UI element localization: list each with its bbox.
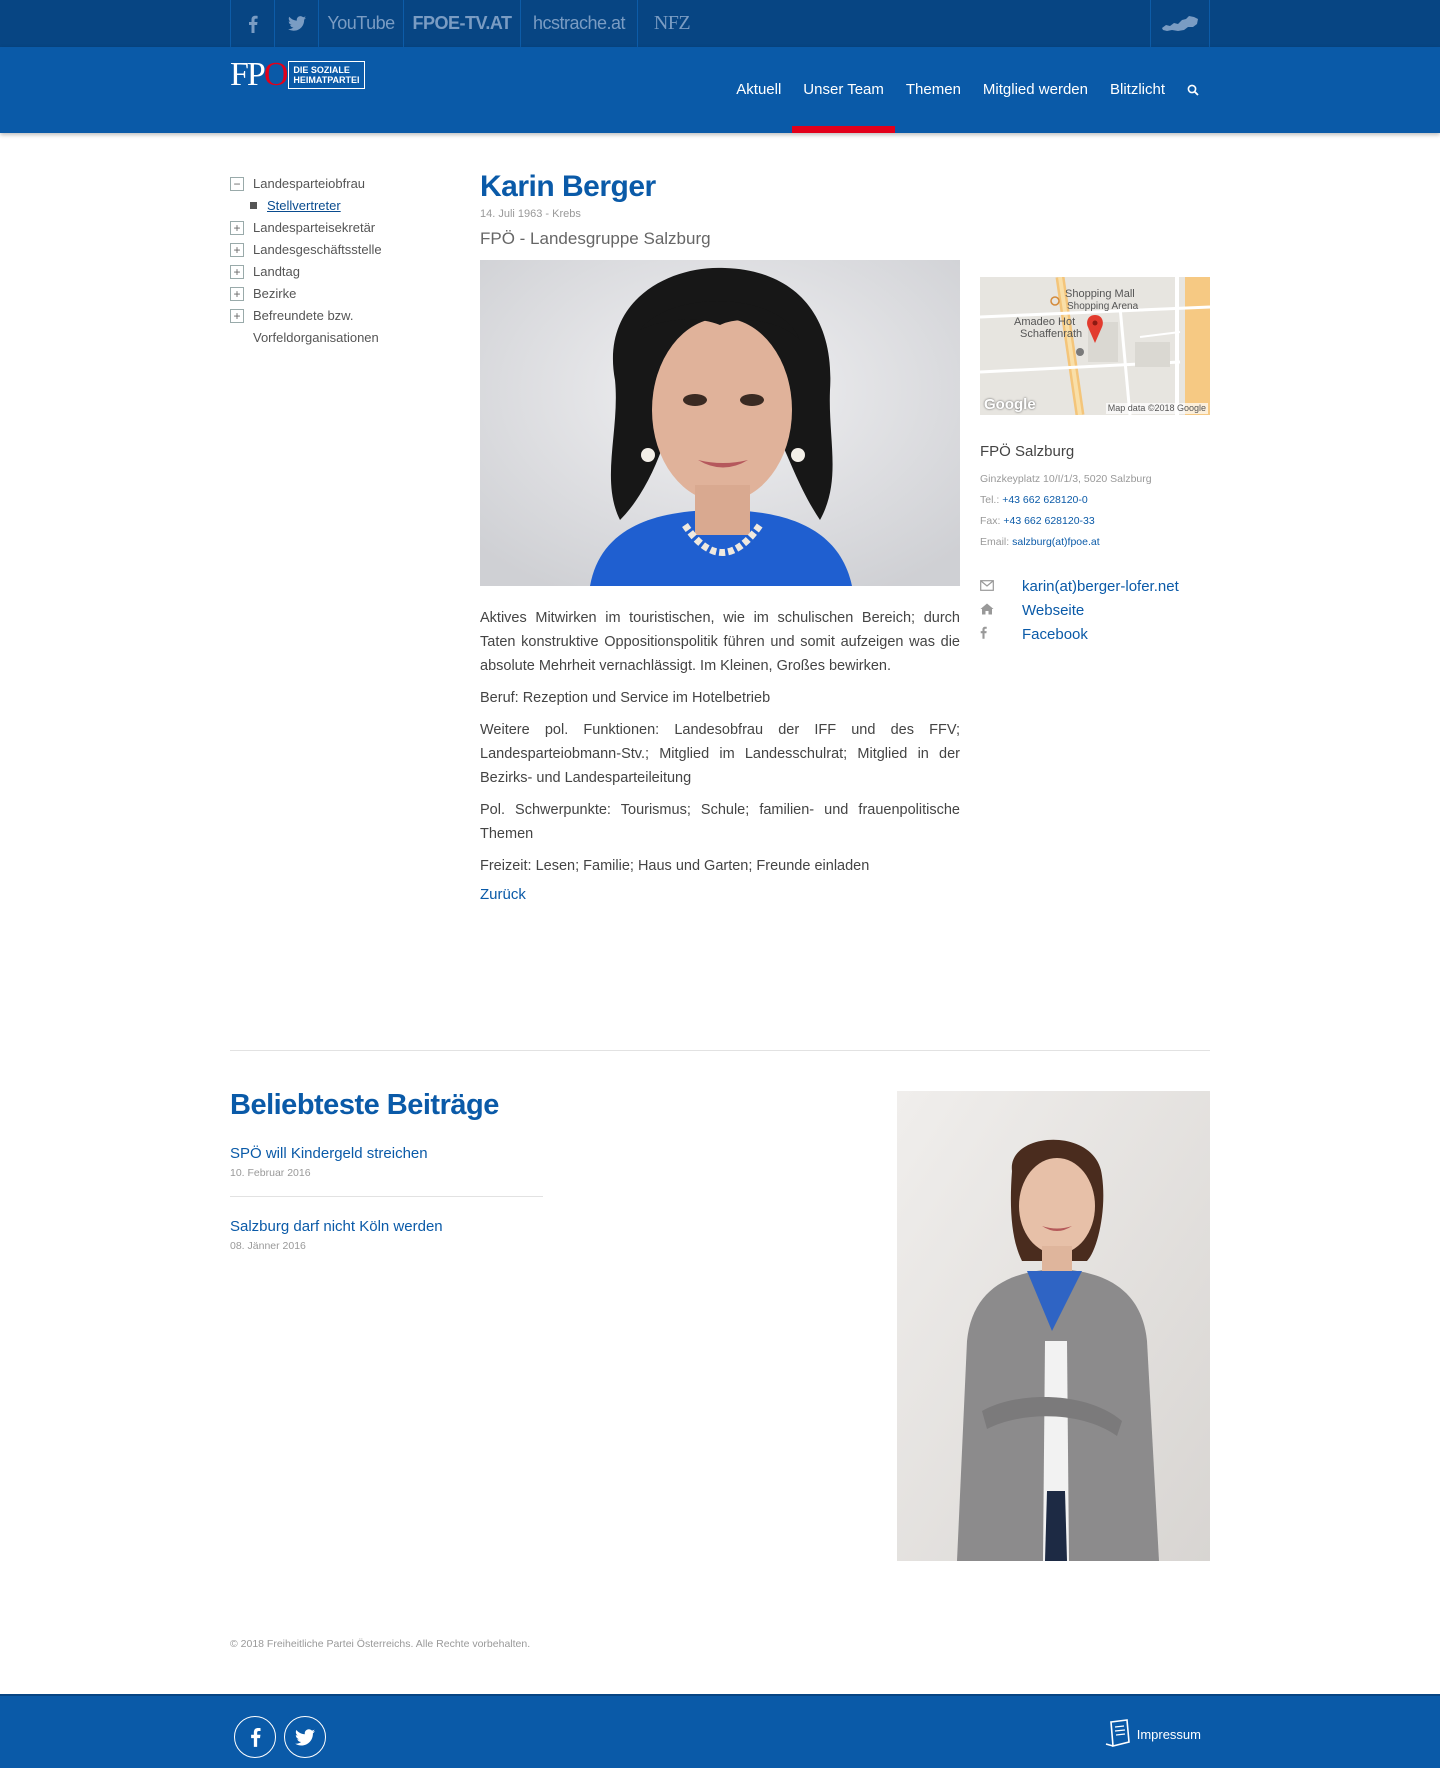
main-header — [0, 47, 1440, 133]
logo-wordmark: FPO — [230, 56, 287, 93]
list-item — [230, 1217, 543, 1269]
bio-paragraph: Pol. Schwerpunkte: Tourismus; Schule; familien- und frauenpolitische Themen — [480, 802, 960, 842]
profile-name: Karin Berger — [480, 170, 656, 203]
topbar-austria-link[interactable] — [1150, 0, 1210, 47]
contact-tel: Tel.: +43 662 628120-0 — [980, 494, 1088, 506]
website-label: Webseite — [1022, 601, 1085, 619]
document-icon — [1103, 1718, 1135, 1750]
bio-paragraph: Weitere pol. Funktionen: Landesobfrau der IFF und des FFV; Landesparteiobmann-Stv.; Mitglied im Landesschulrat; Mitglied in der Bezirks- und Landesparteileitung — [480, 722, 960, 786]
sidebar-item-bezirke[interactable] — [230, 283, 430, 305]
social-topbar — [0, 0, 1440, 47]
expand-toggle[interactable]: + — [230, 243, 244, 257]
nav-unser-team[interactable]: Unser Team — [792, 47, 895, 133]
envelope-icon — [980, 580, 994, 591]
sidebar-item-label-continued[interactable]: Vorfeldorganisationen — [253, 330, 379, 345]
facebook-icon — [980, 626, 987, 639]
sidebar-item-stellvertreter[interactable] — [230, 195, 430, 217]
map-label-schaffenrath: Schaffenrath — [1020, 328, 1083, 340]
fax-value: +43 662 628120-33 — [1003, 515, 1095, 527]
map-attribution: Map data ©2018 Google — [1107, 403, 1206, 413]
bio-paragraph: Aktives Mitwirken im touristischen, wie im schulischen Bereich; durch Taten konstruktive Oppositionspolitik führen und somit aufzeigen was die absolute Mehrheit vernachlässigt. Im Kleinen, Großes bewirken. — [480, 610, 960, 674]
topbar-hcstrache-link[interactable] — [520, 0, 637, 47]
contact-org-name: FPÖ Salzburg — [980, 443, 1075, 460]
profile-content — [480, 168, 960, 903]
personal-links — [980, 574, 1210, 646]
profile-bio — [480, 606, 960, 878]
hcstrache-logo: hcstrache.at — [532, 13, 626, 33]
location-map[interactable] — [980, 277, 1210, 415]
contact-fax: Fax: +43 662 628120-33 — [980, 515, 1095, 527]
sidebar-item-landtag[interactable] — [230, 261, 430, 283]
profile-photo — [480, 260, 960, 586]
topbar-nfz-link[interactable] — [637, 0, 706, 47]
google-logo: Google — [984, 396, 1036, 413]
youtube-logo: YouTube — [327, 13, 395, 33]
nfz-logo: NFZ — [653, 12, 691, 34]
tel-link[interactable]: +43 662 628120-0 — [1002, 494, 1088, 506]
map-label-hotel: Amadeo Hot — [1014, 316, 1076, 328]
list-item — [230, 1144, 543, 1197]
topbar-youtube-link[interactable] — [318, 0, 403, 47]
map-label-mall: Shopping Mall — [1065, 288, 1135, 300]
collapse-toggle[interactable]: − — [230, 177, 244, 191]
expand-toggle[interactable]: + — [230, 265, 244, 279]
sidebar-item-landesparteiobfrau[interactable] — [230, 173, 430, 195]
footer-twitter-button[interactable] — [284, 1716, 326, 1758]
twitter-icon — [295, 1729, 315, 1746]
sidebar-item-label: Landtag — [253, 264, 300, 279]
austria-map-icon — [1160, 14, 1200, 34]
website-link[interactable] — [980, 598, 1210, 622]
home-icon — [980, 603, 994, 615]
promo-photo — [897, 1091, 1210, 1561]
bio-paragraph: Beruf: Rezeption und Service im Hotelbetrieb — [480, 690, 771, 706]
sidebar-item-vorfeldorganisationen[interactable] — [230, 305, 430, 327]
popular-title: Beliebteste Beiträge — [230, 1089, 499, 1121]
sidebar-item-landesparteisekretaer[interactable] — [230, 217, 430, 239]
topbar-facebook-link[interactable] — [230, 0, 274, 47]
expand-toggle[interactable]: + — [230, 221, 244, 235]
personal-email-link[interactable] — [980, 574, 1210, 598]
logo-tagline: DIE SOZIALE HEIMATPARTEI — [288, 61, 364, 89]
email-link[interactable]: salzburg(at)fpoe.at — [1012, 536, 1100, 548]
sidebar-item-label: Befreundete bzw. — [253, 308, 354, 323]
contact-column — [980, 277, 1210, 646]
post-date: 08. Jänner 2016 — [230, 1240, 306, 1252]
facebook-label: Facebook — [1022, 625, 1088, 643]
post-link[interactable]: SPÖ will Kindergeld streichen — [230, 1145, 428, 1162]
sidebar-item-label: Stellvertreter — [267, 198, 341, 213]
fpo-logo[interactable] — [230, 56, 365, 93]
facebook-icon — [248, 15, 258, 33]
twitter-icon — [288, 16, 306, 31]
expand-toggle[interactable]: + — [230, 287, 244, 301]
sidebar-item-label: Bezirke — [253, 286, 297, 301]
facebook-profile-link[interactable] — [980, 622, 1210, 646]
section-divider — [230, 1050, 1210, 1051]
contact-address: Ginzkeyplatz 10/I/1/3, 5020 Salzburg — [980, 473, 1152, 485]
nav-blitzlicht[interactable]: Blitzlicht — [1109, 81, 1165, 98]
expand-toggle[interactable]: + — [230, 309, 244, 323]
facebook-icon — [250, 1727, 261, 1747]
popular-posts — [230, 1086, 543, 1269]
personal-email-label: karin(at)berger-lofer.net — [1022, 577, 1179, 595]
bio-paragraph: Freizeit: Lesen; Familie; Haus und Garten; Freunde einladen — [480, 858, 870, 874]
bullet-icon — [250, 202, 257, 209]
back-link[interactable]: Zurück — [480, 886, 526, 903]
sidebar-item-label: Landesparteiobfrau — [253, 176, 366, 191]
post-date: 10. Februar 2016 — [230, 1167, 311, 1179]
nav-themen[interactable]: Themen — [905, 81, 961, 98]
topbar-twitter-link[interactable] — [274, 0, 318, 47]
main-nav — [725, 47, 1210, 133]
footer-facebook-button[interactable] — [234, 1716, 276, 1758]
profile-party: FPÖ - Landesgruppe Salzburg — [480, 229, 711, 248]
site-footer — [0, 1694, 1440, 1768]
search-icon — [1187, 84, 1199, 96]
sidebar-item-landesgeschaeftsstelle[interactable] — [230, 239, 430, 261]
impressum-link[interactable] — [1103, 1718, 1201, 1750]
post-link[interactable]: Salzburg darf nicht Köln werden — [230, 1218, 443, 1235]
topbar-fpoe-tv-link[interactable] — [403, 0, 520, 47]
nav-mitglied-werden[interactable]: Mitglied werden — [982, 81, 1088, 98]
profile-dob: 14. Juli 1963 - Krebs — [480, 208, 581, 220]
team-sidebar — [230, 173, 430, 349]
sidebar-item-label: Landesparteisekretär — [253, 220, 376, 235]
copyright-text: © 2018 Freiheitliche Partei Österreichs. Alle Rechte vorbehalten. — [230, 1638, 531, 1650]
nav-aktuell[interactable]: Aktuell — [736, 81, 782, 98]
impressum-label: Impressum — [1136, 1726, 1201, 1742]
contact-email: Email: salzburg(at)fpoe.at — [980, 536, 1100, 548]
search-button[interactable] — [1176, 47, 1210, 133]
map-label-arena: Shopping Arena — [1067, 301, 1139, 312]
sidebar-item-label: Landesgeschäftsstelle — [253, 242, 382, 257]
fpoe-tv-logo: FPOE-TV.AT — [412, 13, 512, 33]
